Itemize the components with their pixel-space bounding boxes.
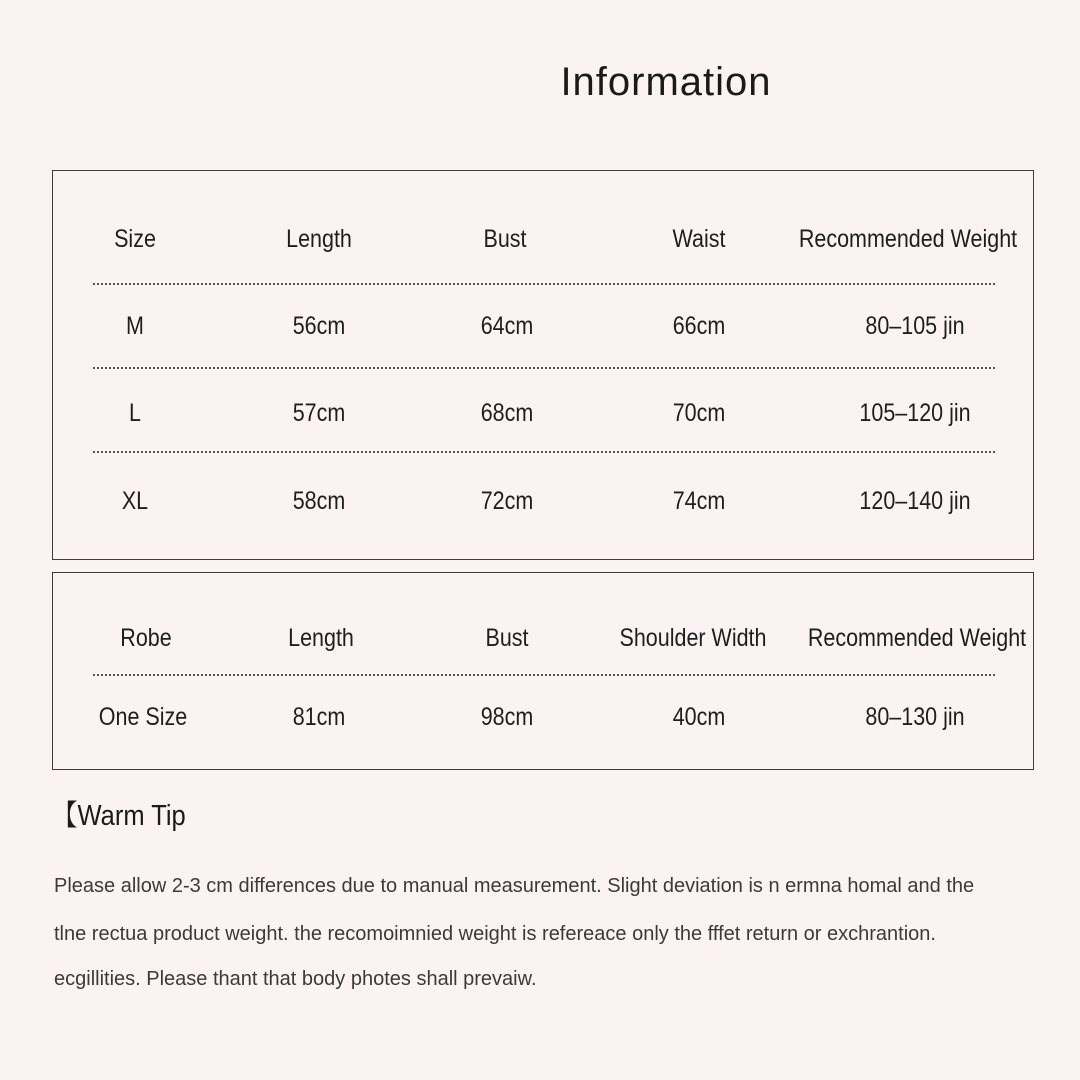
header-bust: Bust xyxy=(483,225,527,253)
cell-size: M xyxy=(126,312,144,340)
cell-size: XL xyxy=(121,487,149,515)
warm-tip-text-line: Please allow 2-3 cm differences due to manual measurement. Slight deviation is n ermna homal and the xyxy=(54,875,975,897)
dotted-divider xyxy=(93,367,995,369)
dotted-divider xyxy=(93,674,995,676)
table-row xyxy=(53,393,1033,433)
cell-length: 57cm xyxy=(292,399,346,427)
cell-recommended-weight: 80–105 jin xyxy=(865,312,965,340)
header-length: Length xyxy=(286,225,352,253)
warm-tip-text-line: ecgillities. Please thant that body photes shall prevaiw. xyxy=(54,968,537,990)
cell-recommended-weight: 120–140 jin xyxy=(859,487,971,515)
robe-table xyxy=(52,572,1034,770)
header-length: Length xyxy=(288,624,354,652)
header-recommended-weight: Recommended Weight xyxy=(807,624,1027,652)
table-row xyxy=(53,697,1033,737)
cell-length: 56cm xyxy=(292,312,346,340)
header-size: Size xyxy=(114,225,156,253)
cell-length: 81cm xyxy=(292,703,346,731)
cell-recommended-weight: 105–120 jin xyxy=(859,399,971,427)
cell-size: One Size xyxy=(98,703,188,731)
cell-waist: 74cm xyxy=(672,487,726,515)
dotted-divider xyxy=(93,283,995,285)
cell-bust: 98cm xyxy=(480,703,534,731)
header-robe: Robe xyxy=(120,624,172,652)
cell-bust: 68cm xyxy=(480,399,534,427)
size-table-header-row xyxy=(53,219,1033,259)
cell-bust: 72cm xyxy=(480,487,534,515)
page-title: Information xyxy=(560,60,772,104)
dotted-divider xyxy=(93,451,995,453)
cell-shoulder-width: 40cm xyxy=(672,703,726,731)
cell-waist: 70cm xyxy=(672,399,726,427)
header-bust: Bust xyxy=(485,624,529,652)
cell-recommended-weight: 80–130 jin xyxy=(865,703,965,731)
header-shoulder-width: Shoulder Width xyxy=(619,624,767,652)
cell-length: 58cm xyxy=(292,487,346,515)
header-waist: Waist xyxy=(672,225,726,253)
table-row xyxy=(53,481,1033,521)
cell-size: L xyxy=(129,399,141,427)
cell-bust: 64cm xyxy=(480,312,534,340)
header-recommended-weight: Recommended Weight xyxy=(798,225,1018,253)
cell-waist: 66cm xyxy=(672,312,726,340)
robe-table-header-row xyxy=(53,618,1033,658)
warm-tip-text-line: tlne rectua product weight. the recomoimnied weight is refereace only the fffet return or exchrantion. xyxy=(54,923,936,945)
size-table xyxy=(52,170,1034,560)
table-row xyxy=(53,306,1033,346)
warm-tip-heading: 【Warm Tip xyxy=(52,800,186,832)
